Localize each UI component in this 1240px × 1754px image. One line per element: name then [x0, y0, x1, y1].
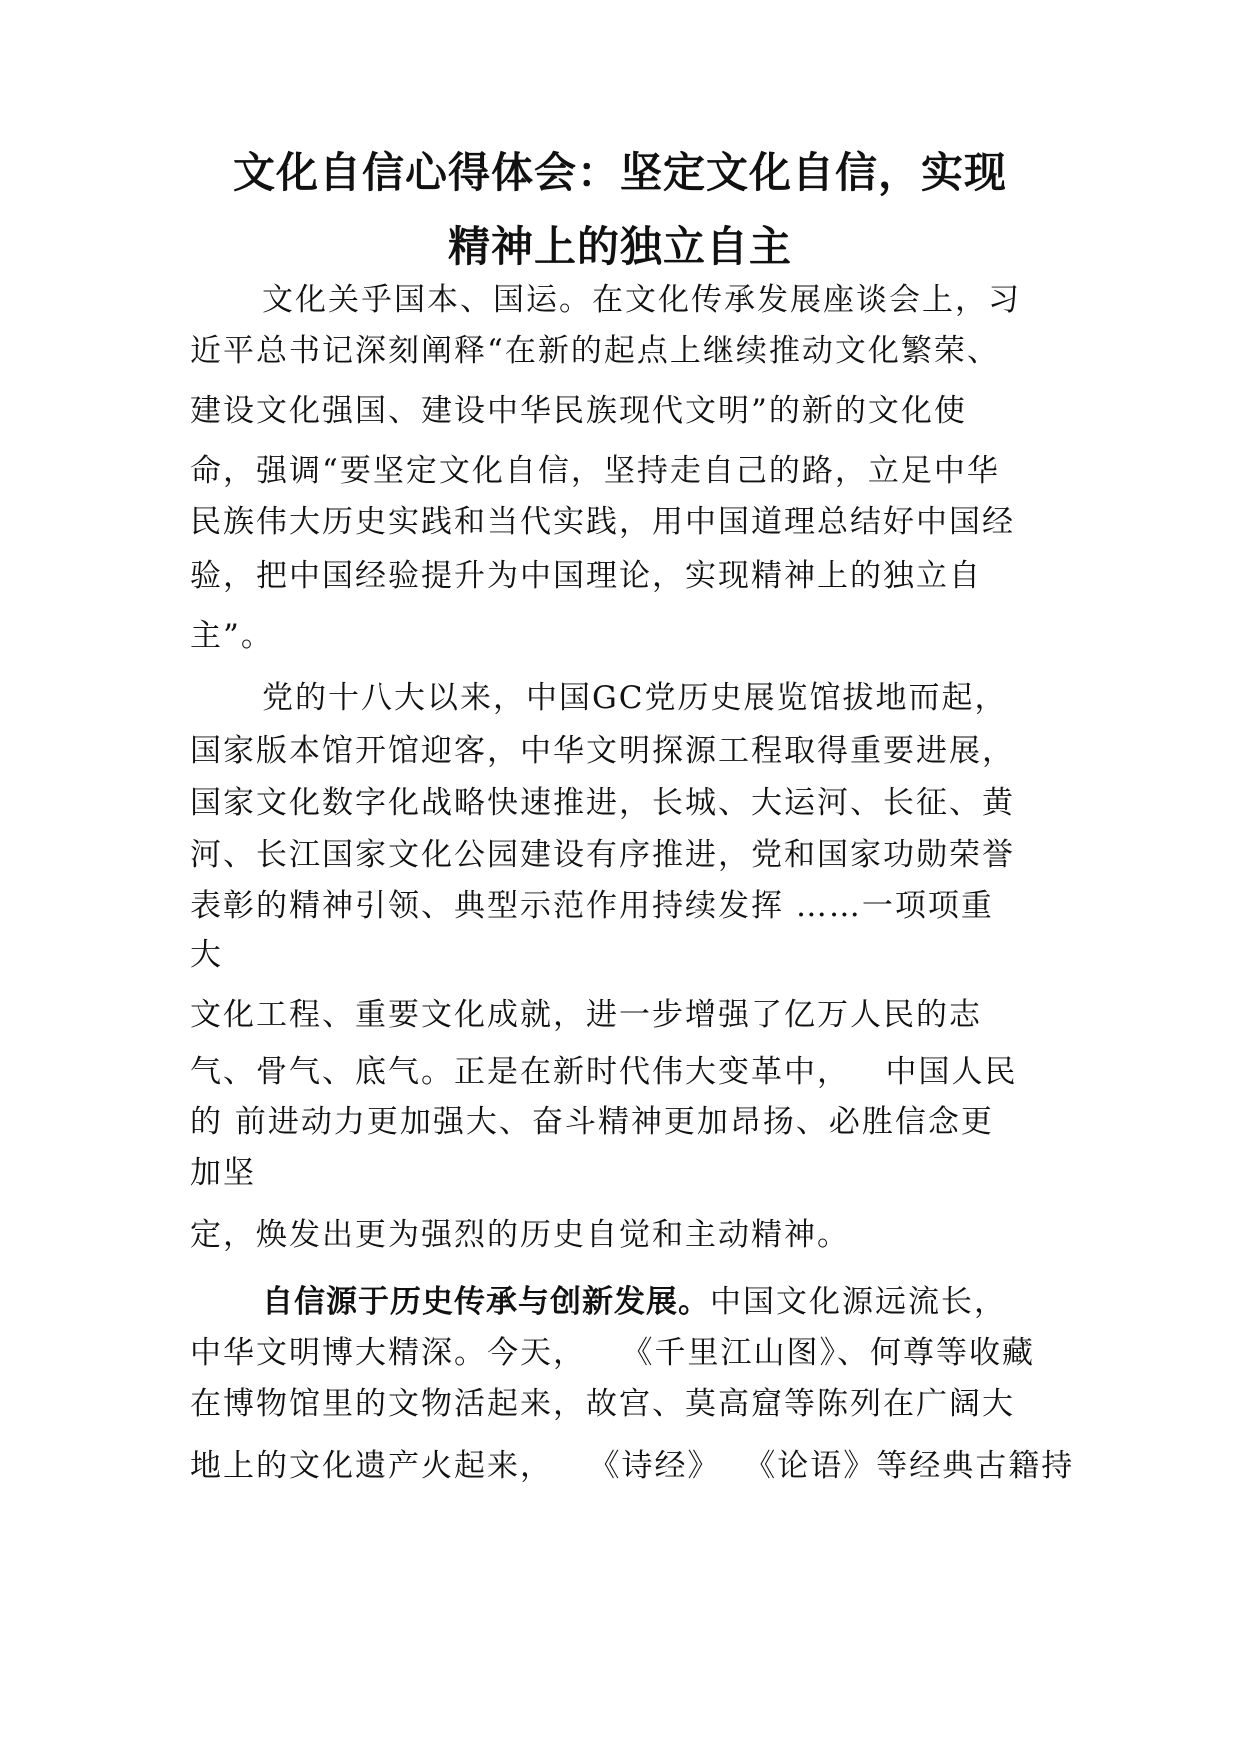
paragraph-2-line-3: 国家文化数字化战略快速推进，长城、大运河、长征、黄 — [190, 785, 1015, 821]
document-title-line-2: 精神上的独立自主 — [447, 222, 792, 271]
paragraph-2-line-9: 的 前进动力更加强大、奋斗精神更加昂扬、必胜信念更 — [190, 1104, 994, 1140]
paragraph-2-line-6: 大 — [190, 937, 223, 973]
paragraph-2-line-5: 表彰的精神引领、典型示范作用持续发挥 ……一项项重 — [190, 888, 994, 924]
paragraph-3-bold-lead: 自信源于历史传承与创新发展。 — [262, 1284, 710, 1320]
document-title-line-1: 文化自信心得体会：坚定文化自信，实现 — [232, 148, 1007, 197]
paragraph-1-line-1: 文化关乎国本、国运。在文化传承发展座谈会上，习 — [262, 282, 1021, 318]
paragraph-3-line-1-rest: 中国文化源远流长， — [710, 1284, 1007, 1320]
paragraph-2-line-7: 文化工程、重要文化成就，进一步增强了亿万人民的志 — [190, 997, 982, 1033]
paragraph-2-line-4: 河、长江国家文化公园建设有序推进，党和国家功勋荣誉 — [190, 837, 1015, 873]
paragraph-3-line-2: 中华文明博大精深。今天， 《千里江山图》、何尊等收藏 — [190, 1335, 1036, 1371]
paragraph-1-line-7: 主”。 — [190, 618, 274, 654]
paragraph-1-line-3: 建设文化强国、建设中华民族现代文明”的新的文化使 — [190, 393, 967, 429]
paragraph-2-line-11: 定，焕发出更为强烈的历史自觉和主动精神。 — [190, 1217, 850, 1253]
paragraph-3-line-3: 在博物馆里的文物活起来，故宫、莫高窟等陈列在广阔大 — [190, 1386, 1015, 1422]
paragraph-3-line-1 — [262, 1282, 1007, 1322]
paragraph-1-line-2: 近平总书记深刻阐释“在新的起点上继续推动文化繁荣、 — [190, 333, 1000, 369]
paragraph-2-line-2: 国家版本馆开馆迎客，中华文明探源工程取得重要进展， — [190, 733, 1015, 769]
paragraph-2-line-10: 加坚 — [190, 1155, 256, 1191]
paragraph-2-line-8: 气、骨气、底气。正是在新时代伟大变革中， 中国人民 — [190, 1054, 1018, 1090]
paragraph-3-line-4: 地上的文化遗产火起来， 《诗经》 《论语》等经典古籍持 — [190, 1448, 1075, 1484]
paragraph-1-line-5: 民族伟大历史实践和当代实践，用中国道理总结好中国经 — [190, 504, 1015, 540]
paragraph-2-line-1: 党的十八大以来，中国GC党历史展览馆拔地而起， — [262, 680, 1008, 716]
paragraph-1-line-4: 命，强调“要坚定文化自信，坚持走自己的路，立足中华 — [190, 453, 1000, 489]
paragraph-1-line-6: 验，把中国经验提升为中国理论，实现精神上的独立自 — [190, 558, 982, 594]
